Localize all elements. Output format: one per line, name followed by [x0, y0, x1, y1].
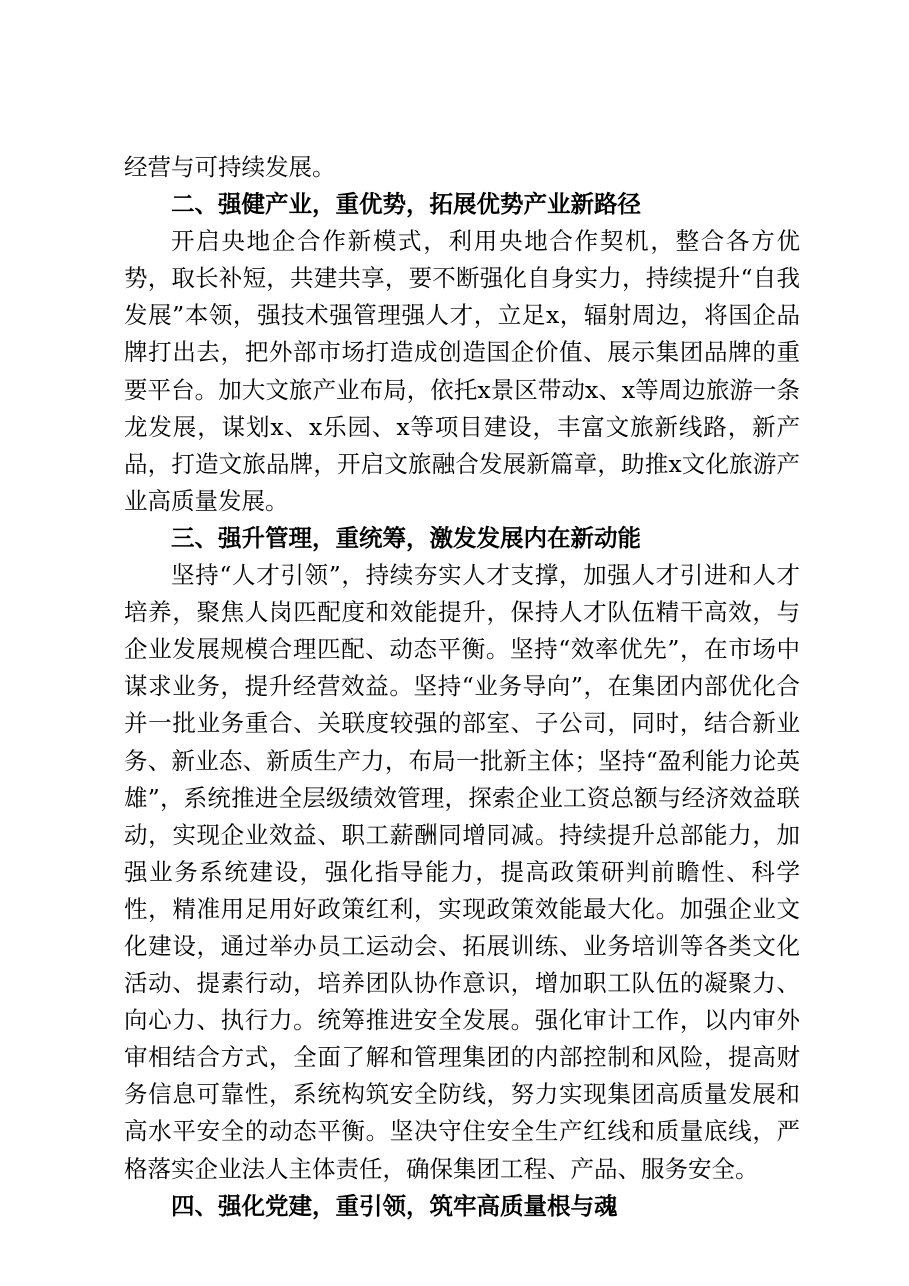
paragraph-section-2: 开启央地企合作新模式，利用央地合作契机，整合各方优势，取长补短，共建共享，要不断强化自身实力，持续提升“自我发展”本领，强技术强管理强人才，立足x，辐射周边，将国企品牌打出去，把外部市场打造成创造国企价值、展示集团品牌的重要平台。加大文旅产业布局，依托x景区带动x、x等周边旅游一条龙发展，谋划x、x乐园、x等项目建设，丰富文旅新线路，新产品，打造文旅品牌，开启文旅融合发展新篇章，助推x文化旅游产业高质量发展。: [124, 227, 800, 515]
section-heading-2: 二、强健产业，重优势，拓展优势产业新路径: [171, 190, 641, 219]
section-heading-4: 四、强化党建，重引领，筑牢高质量根与魂: [171, 1191, 618, 1220]
document-body: [124, 149, 800, 1225]
paragraph-continuation: 经营与可持续发展。: [124, 153, 336, 181]
section-heading-3: 三、强升管理，重统筹，激发发展内在新动能: [171, 523, 641, 552]
paragraph-section-3: 坚持“人才引领”，持续夯实人才支撑，加强人才引进和人才培养，聚焦人岗匹配度和效能提升，保持人才队伍精干高效，与企业发展规模合理匹配、动态平衡。坚持“效率优先”，在市场中谋求业务，提升经营效益。坚持“业务导向”，在集团内部优化合并一批业务重合、关联度较强的部室、子公司，同时，结合新业务、新业态、新质生产力，布局一批新主体；坚持“盈利能力论英雄”，系统推进全层级绩效管理，探索企业工资总额与经济效益联动，实现企业效益、职工薪酬同增同减。持续提升总部能力，加强业务系统建设，强化指导能力，提高政策研判前瞻性、科学性，精准用足用好政策红利，实现政策效能最大化。加强企业文化建设，通过举办员工运动会、拓展训练、业务培训等各类文化活动、提素行动，培养团队协作意识，增加职工队伍的凝聚力、向心力、执行力。统筹推进安全发展。强化审计工作，以内审外审相结合方式，全面了解和管理集团的内部控制和风险，提高财务信息可靠性，系统构筑安全防线，努力实现集团高质量发展和高水平安全的动态平衡。坚决守住安全生产红线和质量底线，严格落实企业法人主体责任，确保集团工程、产品、服务安全。: [124, 561, 800, 1183]
